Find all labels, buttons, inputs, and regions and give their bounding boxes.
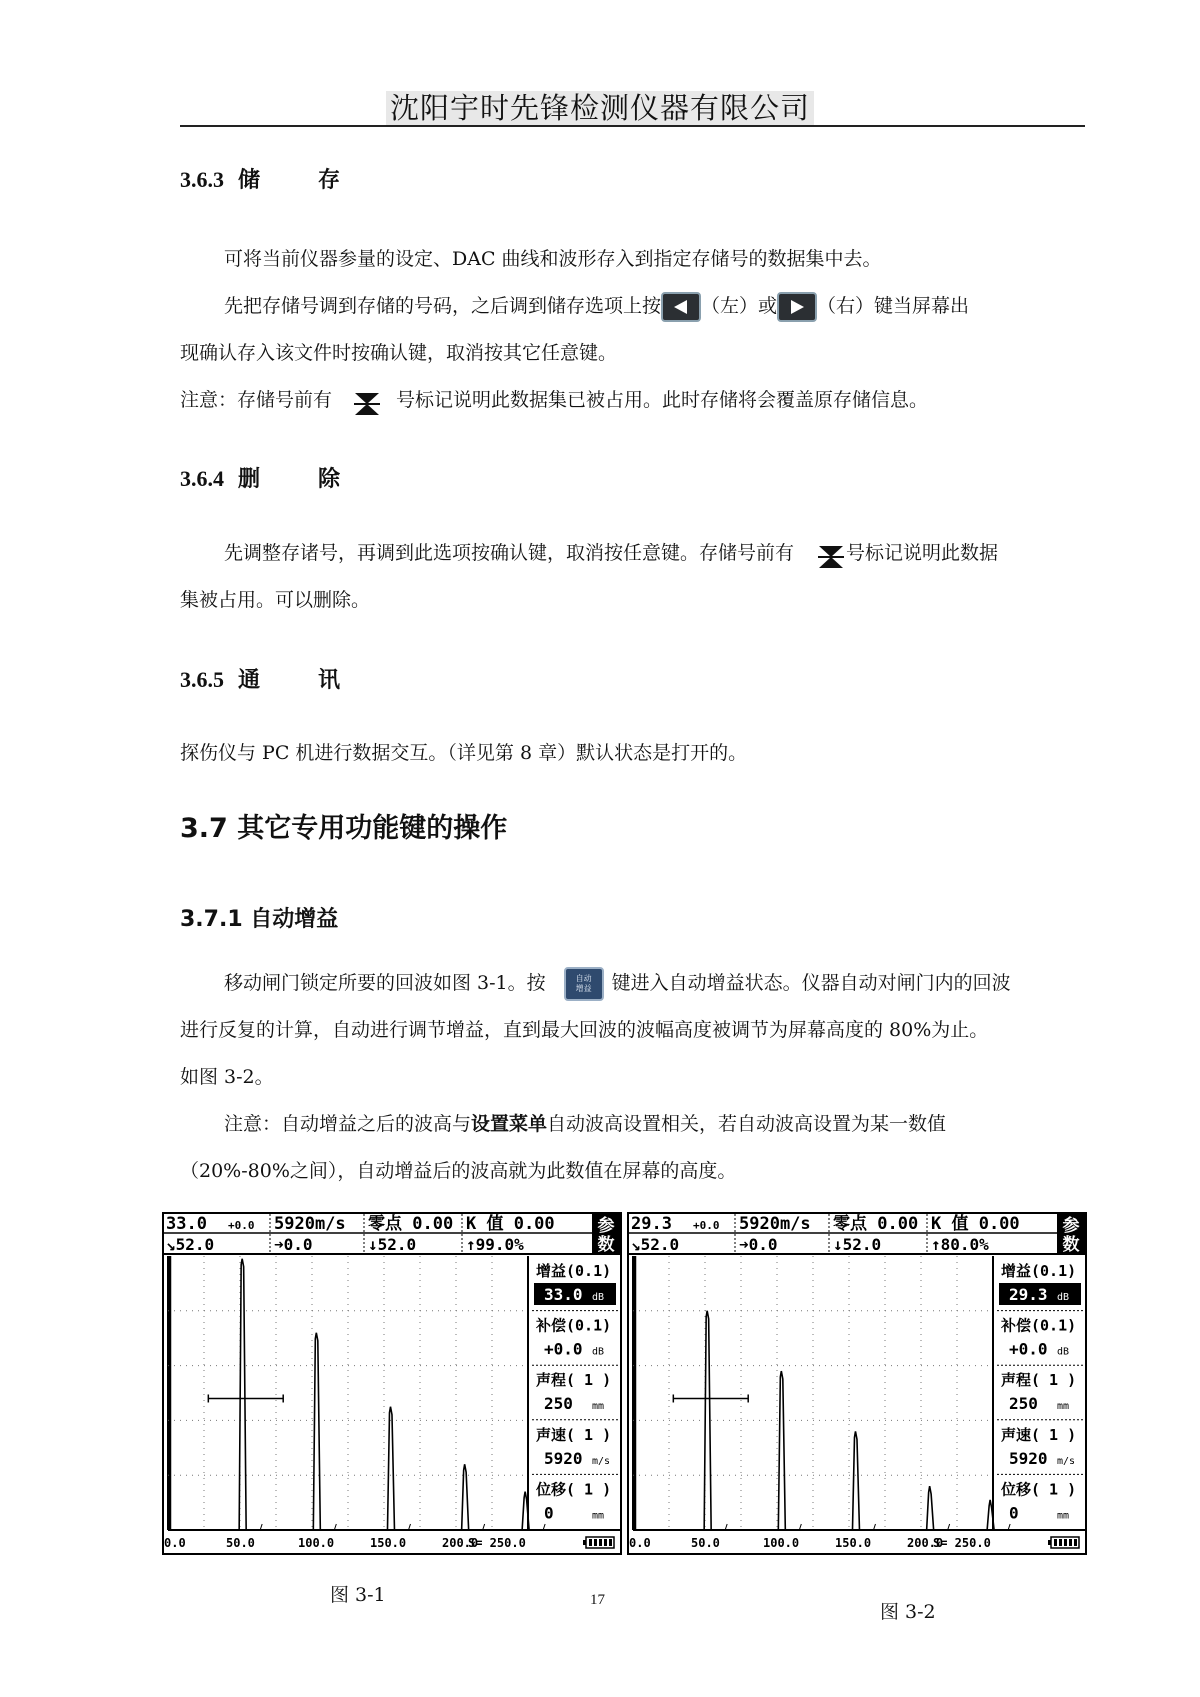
flaw-detector-screen-2 (627, 1212, 1087, 1555)
figure-3-2-caption: 图 3-2 (880, 1601, 936, 1623)
battery-bar-icon (604, 1539, 607, 1546)
side-menu-value: 5920 (1009, 1448, 1048, 1468)
note (180, 1101, 1085, 1148)
amplitude-readout: ↑80.0% (931, 1235, 989, 1254)
text-run: 先调整存诸号，再调到此选项按确认键，取消按任意键。存储号前有 (224, 542, 795, 564)
side-menu-unit: dB (592, 1346, 605, 1358)
battery-bar-icon (589, 1539, 592, 1546)
x-axis-tick-label: 200.0 (907, 1536, 944, 1550)
battery-bar-icon (1074, 1539, 1077, 1546)
battery-bar-icon (609, 1539, 612, 1546)
paragraph: 探伤仪与 PC 机进行数据交互。（详见第 8 章）默认状态是打开的。 (180, 742, 748, 764)
compensation-readout: +0.0 (693, 1219, 720, 1232)
side-menu-unit: mm (1057, 1510, 1070, 1522)
heading-char-1: 删 (238, 466, 261, 491)
heading-char-1: 通 (238, 667, 261, 692)
param-tab-label-2: 数 (597, 1235, 615, 1255)
x-axis-tick-label: 100.0 (298, 1536, 335, 1550)
depth-readout: ↓52.0 (368, 1235, 417, 1254)
text-run: 注意：存储号前有 (180, 389, 333, 411)
side-menu-label: 声程( 1 ) (1001, 1371, 1077, 1390)
side-menu-label: 增益(0.1) (536, 1262, 612, 1280)
page-number: 17 (590, 1592, 605, 1608)
x-axis-tick-label: 200.0 (442, 1536, 479, 1550)
side-menu-unit: dB (1057, 1292, 1070, 1303)
param-tab-label-1: 参 (1062, 1216, 1080, 1236)
battery-bar-icon (599, 1539, 602, 1546)
zero-readout: 零点 0.00 (368, 1214, 454, 1234)
battery-bar-icon (1069, 1539, 1072, 1546)
side-menu-unit: mm (592, 1401, 605, 1413)
compensation-readout: +0.0 (228, 1219, 255, 1232)
paragraph (180, 530, 1085, 577)
x-axis-tick-label: 0.0 (629, 1536, 651, 1550)
text-run: 号标记说明此数据集已被占用。此时存储将会覆盖原存储信息。 (396, 389, 929, 411)
k-value-readout: K 值 0.00 (466, 1214, 555, 1234)
side-menu-label: 声速( 1 ) (536, 1425, 612, 1444)
side-menu-value: 0 (1009, 1503, 1019, 1523)
section-3-6-5-body (180, 730, 1085, 777)
x-axis-tick-label: 0.0 (164, 1536, 186, 1550)
heading-number: 3.6.4 (180, 466, 224, 491)
depth-readout: ↓52.0 (833, 1235, 882, 1254)
gate-distance-readout: ↘52.0 (166, 1235, 215, 1254)
x-axis-tick-label: 50.0 (691, 1536, 720, 1550)
hourglass-mark-icon (354, 388, 380, 414)
hourglass-mark-icon (818, 541, 844, 567)
side-menu-value: 250 (1009, 1394, 1038, 1414)
amplitude-readout: ↑99.0% (466, 1235, 524, 1254)
battery-tip-icon (1048, 1540, 1051, 1545)
section-3-7-1-body (180, 960, 1085, 1195)
header-rule (180, 125, 1085, 127)
side-menu-label: 位移( 1 ) (1001, 1480, 1077, 1499)
zero-readout: 零点 0.00 (833, 1214, 919, 1234)
side-menu-label: 位移( 1 ) (536, 1480, 612, 1499)
section-3-6-3-body (180, 236, 1085, 424)
side-menu-value: 33.0 (544, 1285, 583, 1304)
battery-bar-icon (1054, 1539, 1057, 1546)
x-axis-tick-label: 150.0 (370, 1536, 407, 1550)
side-menu-unit: dB (592, 1292, 605, 1303)
section-3-6-4-body (180, 530, 1085, 624)
heading-3-7-1: 3.7.1 自动增益 (180, 907, 339, 932)
bold-run: 设置菜单 (471, 1113, 548, 1135)
x-axis-tick-label: 150.0 (835, 1536, 872, 1550)
flaw-detector-screen-1 (162, 1212, 622, 1555)
side-menu-unit: mm (1057, 1401, 1070, 1413)
side-menu-value: +0.0 (1009, 1339, 1048, 1359)
paragraph: 进行反复的计算，自动进行调节增益，直到最大回波的波幅高度被调节为屏幕高度的 80%为止。 (180, 1019, 989, 1041)
side-menu-label: 增益(0.1) (1001, 1262, 1077, 1280)
paragraph (180, 283, 1085, 330)
param-tab-label-1: 参 (597, 1216, 615, 1236)
gate-distance-readout: ↘52.0 (631, 1235, 680, 1254)
heading-number: 3.6.5 (180, 667, 224, 692)
side-menu-unit: mm (592, 1510, 605, 1522)
company-name (0, 86, 1200, 127)
figure-3-1-screen (162, 1212, 622, 1555)
company-name-text: 沈阳宇时先锋检测仪器有限公司 (386, 91, 814, 125)
text-run: 号标记说明此数据 (846, 542, 999, 564)
gain-readout: 29.3 (631, 1214, 672, 1234)
side-menu-value: 0 (544, 1503, 554, 1523)
side-menu-label: 声程( 1 ) (536, 1371, 612, 1390)
battery-tip-icon (583, 1540, 586, 1545)
paragraph: 可将当前仪器参量的设定、DAC 曲线和波形存入到指定存储号的数据集中去。 (224, 248, 882, 270)
range-readout: S= 250.0 (933, 1536, 991, 1550)
heading-number: 3.6.3 (180, 167, 224, 192)
velocity-readout: 5920m/s (739, 1214, 811, 1234)
side-menu-label: 补偿(0.1) (1001, 1316, 1077, 1335)
paragraph: 如图 3-2。 (180, 1066, 274, 1088)
side-menu-label: 声速( 1 ) (1001, 1425, 1077, 1444)
side-menu-unit: m/s (592, 1455, 611, 1467)
heading-3-6-4 (180, 462, 340, 493)
auto-gain-key-icon (564, 967, 604, 1001)
figure-3-1-caption: 图 3-1 (330, 1584, 386, 1606)
auto-gain-key-line-2: 增益 (575, 984, 592, 993)
x-axis-tick-label: 100.0 (763, 1536, 800, 1550)
velocity-readout: 5920m/s (274, 1214, 346, 1234)
heading-char-1: 储 (238, 167, 261, 192)
range-readout: S= 250.0 (468, 1536, 526, 1550)
text-run: （左）或 (701, 295, 778, 317)
side-menu-value: 5920 (544, 1448, 583, 1468)
heading-3-6-5 (180, 663, 340, 694)
battery-bar-icon (594, 1539, 597, 1546)
param-tab-label-2: 数 (1062, 1235, 1080, 1255)
left-arrow-key-icon (661, 292, 701, 322)
horizontal-readout: ➜0.0 (739, 1235, 778, 1254)
side-menu-value: 29.3 (1009, 1285, 1048, 1304)
text-run: （右）键当屏幕出 (817, 295, 970, 317)
paragraph: 集被占用。可以删除。 (180, 589, 371, 611)
text-run: 注意：自动增益之后的波高与 (224, 1113, 472, 1135)
side-menu-label: 补偿(0.1) (536, 1316, 612, 1335)
side-menu-value: 250 (544, 1394, 573, 1414)
paragraph (180, 960, 1085, 1007)
text-run: 先把存储号调到存储的号码，之后调到储存选项上按 (224, 295, 662, 317)
text-run: 移动闸门锁定所要的回波如图 3-1。按 (224, 972, 546, 994)
heading-3-6-3 (180, 163, 340, 194)
x-axis-tick-label: 50.0 (226, 1536, 255, 1550)
battery-bar-icon (1059, 1539, 1062, 1546)
side-menu-value: +0.0 (544, 1339, 583, 1359)
heading-char-2: 讯 (318, 667, 341, 692)
paragraph: （20%-80%之间），自动增益后的波高就为此数值在屏幕的高度。 (180, 1160, 737, 1182)
figure-3-2-screen (627, 1212, 1087, 1555)
text-run: 键进入自动增益状态。仪器自动对闸门内的回波 (611, 972, 1011, 994)
auto-gain-key-line-1: 自动 (575, 974, 592, 983)
note (180, 377, 1085, 424)
side-menu-unit: dB (1057, 1346, 1070, 1358)
horizontal-readout: ➜0.0 (274, 1235, 313, 1254)
gain-readout: 33.0 (166, 1214, 207, 1234)
heading-char-2: 除 (318, 466, 341, 491)
k-value-readout: K 值 0.00 (931, 1214, 1020, 1234)
side-menu-unit: m/s (1057, 1455, 1076, 1467)
battery-bar-icon (1064, 1539, 1067, 1546)
heading-3-7: 3.7 其它专用功能键的操作 (180, 813, 508, 844)
right-arrow-key-icon (777, 292, 817, 322)
text-run: 自动波高设置相关，若自动波高设置为某一数值 (547, 1113, 947, 1135)
heading-char-2: 存 (318, 167, 341, 192)
paragraph: 现确认存入该文件时按确认键，取消按其它任意键。 (180, 342, 618, 364)
